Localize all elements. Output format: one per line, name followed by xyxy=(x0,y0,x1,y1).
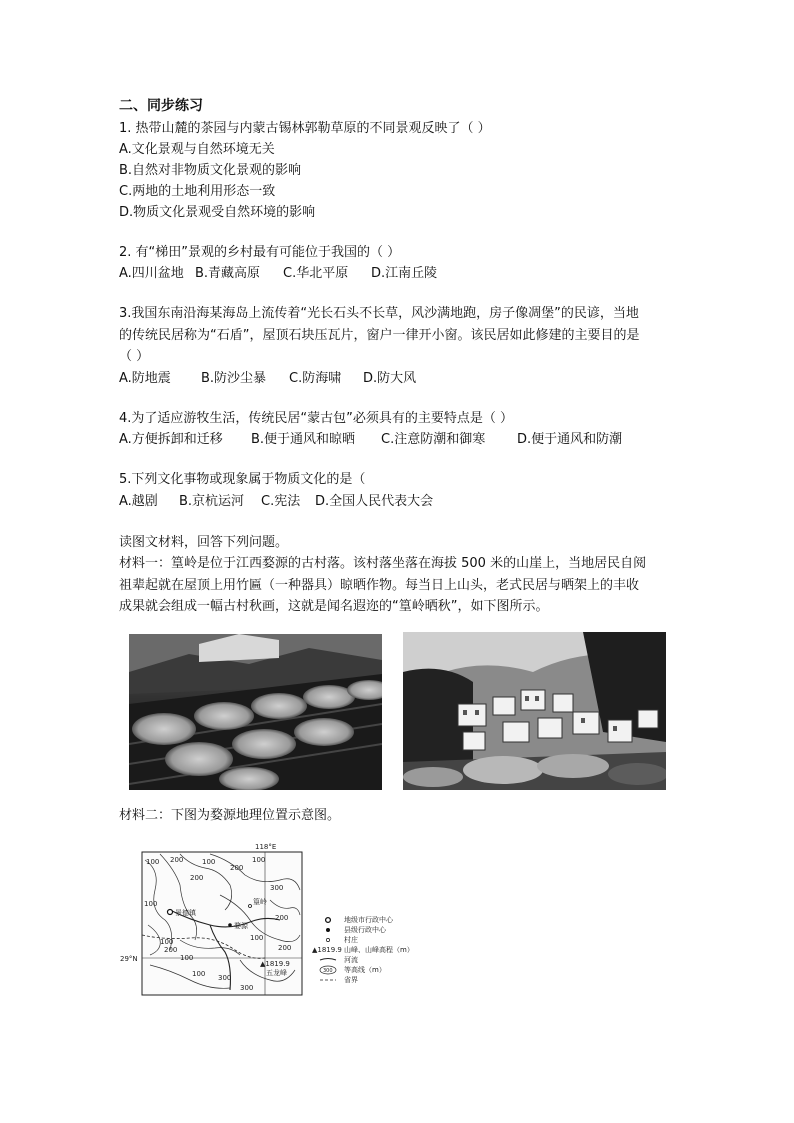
contour-label: 100 xyxy=(180,954,194,962)
question-1-stem: 1. 热带山麓的茶园与内蒙古锡林郭勒草原的不同景观反映了（ ） xyxy=(119,121,491,136)
contour-label: 200 xyxy=(278,944,292,952)
contour-label: 300 xyxy=(270,884,284,892)
legend-county-icon xyxy=(326,928,330,932)
contour-label: 100 xyxy=(192,970,206,978)
question-3-stem-line-3: （ ） xyxy=(119,349,150,364)
huangling-marker xyxy=(249,905,252,908)
question-3-option-c: C.防海啸 xyxy=(289,371,342,386)
legend-prefecture: 地级市行政中心 xyxy=(344,916,393,924)
legend-peak: 山峰、山峰高程（m） xyxy=(344,946,414,954)
wuyuan-location-map xyxy=(120,840,450,1005)
question-5-option-c: C.宪法 xyxy=(261,494,301,509)
question-3-options xyxy=(119,371,416,387)
question-2-option-d: D.江南丘陵 xyxy=(371,266,438,281)
legend-village-icon xyxy=(326,938,329,941)
legend-contour: 等高线（m） xyxy=(344,966,386,974)
question-3-option-a: A.防地震 xyxy=(119,371,171,386)
contour-label: 100 xyxy=(250,934,264,942)
material-2-caption: 材料二：下图为婺源地理位置示意图。 xyxy=(119,808,341,823)
reading-intro: 读图文材料，回答下列问题。 xyxy=(119,535,289,550)
peak-label: ▲1819.9 xyxy=(260,960,290,968)
legend-village: 村庄 xyxy=(344,936,358,944)
question-1-option-a: A.文化景观与自然环境无关 xyxy=(119,142,275,157)
contour-label: 100 xyxy=(252,856,266,864)
question-5-stem: 5.下列文化事物或现象属于物质文化的是（ xyxy=(119,472,366,487)
question-5-option-d: D.全国人民代表大会 xyxy=(315,494,434,509)
legend-county: 县级行政中心 xyxy=(344,926,386,934)
question-2-option-a: A.四川盆地 xyxy=(119,266,184,281)
question-1-option-d: D.物质文化景观受自然环境的影响 xyxy=(119,205,316,220)
contour-label: 100 xyxy=(144,900,158,908)
map-lat-label: 29°N xyxy=(120,955,138,963)
question-2-stem: 2. 有“梯田”景观的乡村最有可能位于我国的（ ） xyxy=(119,245,401,260)
map-graphic xyxy=(120,840,450,1005)
question-2-option-c: C.华北平原 xyxy=(283,266,349,281)
legend-contour-value: 300 xyxy=(323,968,333,974)
material-1-line-2: 祖辈起就在屋顶上用竹匾（一种器具）晾晒作物。每当日上山头，老式民居与晒架上的丰收 xyxy=(119,578,640,593)
question-4-option-b: B.便于通风和晾晒 xyxy=(251,432,356,447)
question-4-option-a: A.方便拆卸和迁移 xyxy=(119,432,223,447)
question-5-option-b: B.京杭运河 xyxy=(179,494,245,509)
contour-label: 100 xyxy=(160,938,174,946)
question-3-stem-line-2: 的传统民居称为“石盾”，屋顶石块压瓦片，窗户一律开小窗。该民居如此修建的主要目的是 xyxy=(119,328,640,343)
material-1-line-3: 成果就会组成一幅古村秋画，这就是闻名遐迩的“篁岭晒秋”，如下图所示。 xyxy=(119,599,549,614)
question-3-option-d: D.防大风 xyxy=(363,371,417,386)
question-2-option-b: B.青藏高原 xyxy=(195,266,261,281)
photo-2-graphic xyxy=(403,632,666,790)
contour-label: 200 xyxy=(230,864,244,872)
peak-name: 五龙峰 xyxy=(266,969,287,977)
place-huangling: 篁岭 xyxy=(253,898,267,906)
question-4-option-d: D.便于通风和防潮 xyxy=(517,432,623,447)
legend-boundary: 省界 xyxy=(344,976,358,984)
contour-label: 200 xyxy=(275,914,289,922)
material-1-line-1: 材料一：篁岭是位于江西婺源的古村落。该村落坐落在海拔 500 米的山崖上，当地居民自阅 xyxy=(119,556,647,571)
section-title: 二、同步练习 xyxy=(119,98,203,114)
photo-1-graphic xyxy=(129,634,382,790)
legend-prefecture-icon xyxy=(326,918,331,923)
map-lon-label: 118°E xyxy=(255,843,277,851)
question-5-option-a: A.越剧 xyxy=(119,494,158,509)
contour-label: 200 xyxy=(190,874,204,882)
contour-label: 200 xyxy=(164,946,178,954)
question-3-option-b: B.防沙尘暴 xyxy=(201,371,267,386)
legend-river-icon xyxy=(320,959,336,961)
photo-huangling-drying-trays xyxy=(129,634,382,790)
wuyuan-marker xyxy=(228,923,232,927)
place-wuyuan: 婺源 xyxy=(234,922,248,930)
contour-label: 300 xyxy=(218,974,232,982)
contour-label: 100 xyxy=(202,858,216,866)
question-1-option-c: C.两地的土地利用形态一致 xyxy=(119,184,276,199)
jingdezhen-marker xyxy=(168,910,173,915)
contour-label: 300 xyxy=(240,984,254,992)
photo-huangling-village xyxy=(403,632,666,790)
question-4-stem: 4.为了适应游牧生活，传统民居“蒙古包”必须具有的主要特点是（ ） xyxy=(119,411,514,426)
question-5-options xyxy=(119,494,433,510)
contour-label: 100 xyxy=(146,858,160,866)
legend-river: 河流 xyxy=(344,956,358,964)
question-2-options xyxy=(119,266,437,282)
question-3-stem-line-1: 3.我国东南沿海某海岛上流传着“光长石头不长草，风沙满地跑，房子像凋堡”的民谚，当地 xyxy=(119,306,639,321)
question-4-options xyxy=(119,432,622,448)
question-1-option-b: B.自然对非物质文化景观的影响 xyxy=(119,163,302,178)
legend-peak-value: ▲1819.9 xyxy=(312,946,342,954)
contour-label: 200 xyxy=(170,856,184,864)
question-4-option-c: C.注意防潮和御寒 xyxy=(381,432,486,447)
place-jingdezhen: 景德镇 xyxy=(175,909,196,917)
